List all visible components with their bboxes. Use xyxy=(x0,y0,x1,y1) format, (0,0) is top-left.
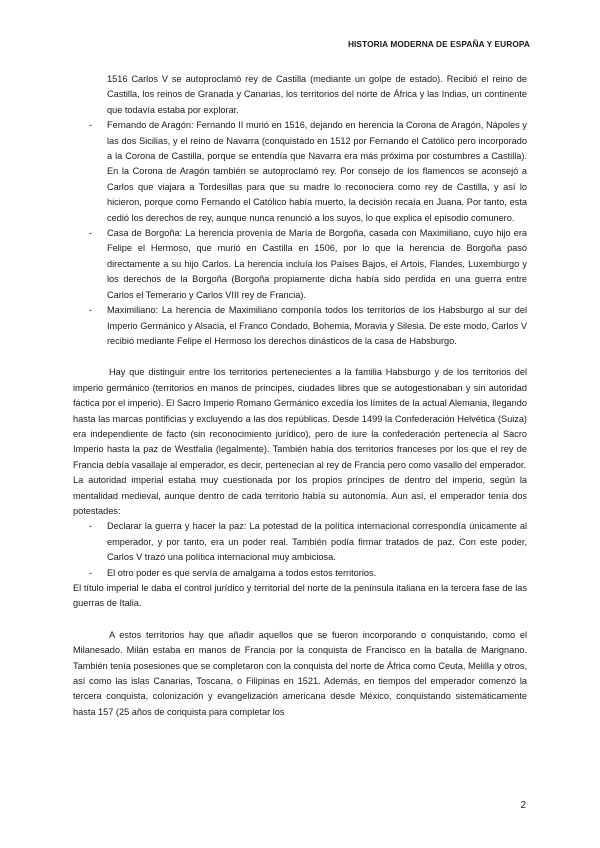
running-header: HISTORIA MODERNA DE ESPAÑA Y EUROPA xyxy=(347,39,530,49)
document-body xyxy=(73,72,527,720)
list-item-guerra-paz: - Declarar la guerra y hacer la paz: La potestad de la política internacional correspondía únicamente al emperador, y por tanto, era un poder real. También podía firmar tratados de paz. Con este poder, Carlos V trazó una política internacional muy ambiciosa. xyxy=(107,519,527,565)
page-number: 2 xyxy=(520,800,526,811)
intro-continuation: 1516 Carlos V se autoproclamó rey de Castilla (mediante un golpe de estado). Recibió el reino de Castilla, los reinos de Granada y Canarias, los territorios del norte de África y las Indias, un continente que todavía estaba por explorar. xyxy=(107,74,527,115)
imperio-paragraph: Hay que distinguir entre los territorios pertenecientes a la familia Habsburgo y de los territorios del imperio germánico (territorios en manos de príncipes, ciudades libres que se autogestionaban y sin autoridad fáctica por el imperio). El Sacro Imperio Romano Germánico excedía los límites de la actual Alemania, llegando hasta las marcas pontificias y excluyendo a las dos repúblicas. Desde 1499 la Confederación Helvética (Suiza) era independiente de facto (sin reconocimiento jurídico), pero de iure la confederación pertenecía al Sacro Imperio hasta la paz de Westfalia (legalmente). También había dos territorios franceses por los que el rey de Francia debía vasallaje al emperador, es decir, pertenecían al rey de Francia pero como vasallo del emperador. xyxy=(73,367,527,470)
potestades-list xyxy=(73,519,527,581)
conquistas-paragraph: A estos territorios hay que añadir aquellos que se fueron incorporando o conquistando, como el Milanesado. Milán estaba en manos de Francia por la conquista de Francisco en la batalla de Marignano. También tenía posesiones que se completaron con la conquista del norte de África como Ceuta, Melilla y otros, así como las islas Canarias, Toscana, o Filipinas en 1521. Además, en tiempos del emperador comenzó la tercera conquista, colonización y evangelización americana desde México, conquistando sistemáticamente hasta 157 (25 años de conquista para completar los xyxy=(73,629,527,717)
list-item-fernando: - Fernando de Aragón: Fernando II murió en 1516, dejando en herencia la Corona de Aragón, Nápoles y las dos Sicilias, y el reino de Navarra (conquistado en 1512 por Fernando el Católico pero incorporado a la Corona de Castilla, porque se entendía que Navarra era más próxima por costumbres a Castilla). En la Corona de Aragón también se autoproclamó rey. Por consejo de los flamencos se aconsejó a Carlos que viajara a Tordesillas para que su madre lo reconociera como rey de Castilla, y así lo hicieron, porque como Fernando el Católico había muerto, la decisión recaía en Juana. Por tanto, esta cedió los derechos de rey, aunque nunca renunció a los suyos, lo que explica el episodio comunero. xyxy=(107,118,527,226)
list-item-maximiliano: - Maximiliano: La herencia de Maximiliano componía todos los territorios de los Habsburgo al sur del Imperio Germánico y Alsacia, el Franco Condado, Bohemia, Moravia y Silesia. De este modo, Carlos V recibió mediante Felipe el Hermoso los derechos dinásticos de la casa de Habsburgo. xyxy=(107,303,527,349)
list-item-borgona: - Casa de Borgoña: La herencia provenía de María de Borgoña, casada con Maximiliano, cuyo hijo era Felipe el Hermoso, que murió en Castilla en 1506, por lo que la herencia de Borgoña pasó directamente a su hijo Carlos. La herencia incluía los Países Bajos, el Artois, Flandes, Luxemburgo y los derechos de la Borgoña (Borgoña propiamente dicha había sido perdida en una guerra entre Carlos el Temerario y Carlos VIII rey de Francia). xyxy=(107,226,527,303)
herencias-list xyxy=(73,118,527,349)
authority-paragraph: La autoridad imperial estaba muy cuestionada por los propios príncipes de dentro del imperio, según la mentalidad medieval, aunque dentro de cada territorio había su autonomía. Aun así, el emperador tenía dos potestades: xyxy=(73,475,527,516)
list-item-amalgama: - El otro poder es que servía de amalgama a todos estos territorios. xyxy=(107,566,527,581)
title-note-paragraph: El título imperial le daba el control jurídico y territorial del norte de la península italiana en la tercera fase de las guerras de Italia. xyxy=(73,583,527,609)
